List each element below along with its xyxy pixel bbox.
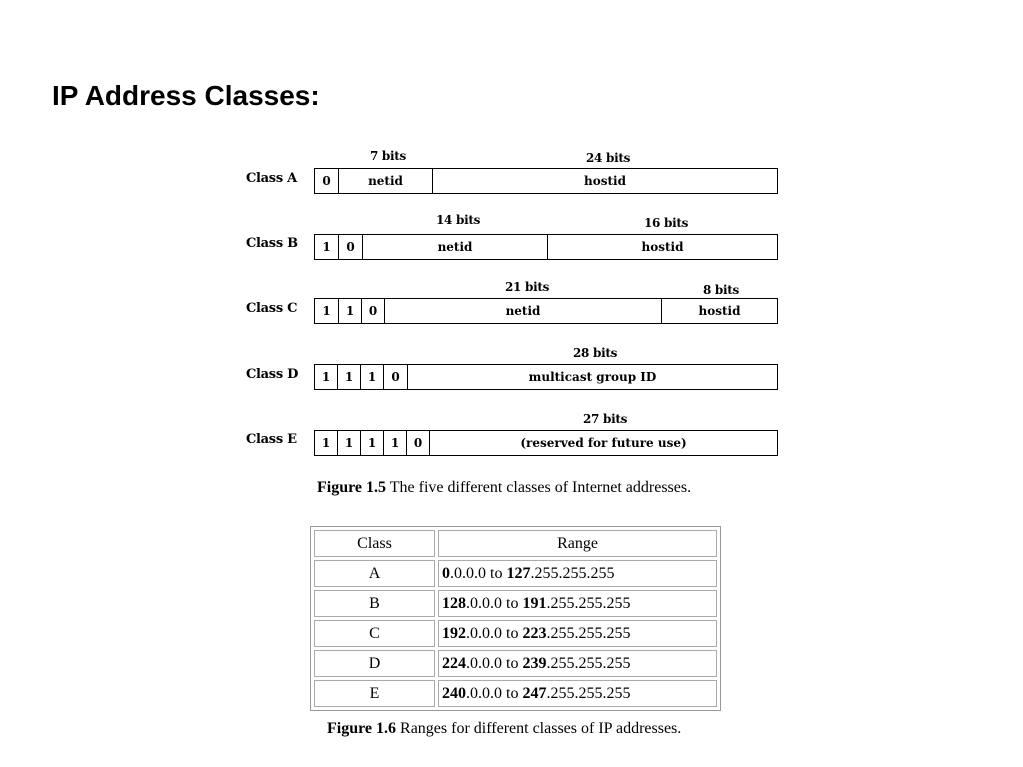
- class-cell: C: [314, 620, 435, 647]
- range-cell: 224.0.0.0 to 239.255.255.255: [438, 650, 717, 677]
- caption-label: Figure 1.5: [317, 479, 387, 496]
- caption-text: The five different classes of Internet addresses.: [389, 479, 692, 496]
- bit-cell: 1: [315, 299, 339, 323]
- table-header-row: [314, 530, 717, 557]
- figure-caption: [327, 720, 681, 738]
- table-row: [314, 650, 717, 677]
- range-cell: 0.0.0.0 to 127.255.255.255: [438, 560, 717, 587]
- bit-cell: 1: [361, 431, 384, 455]
- bit-cell: 0: [339, 235, 363, 259]
- bit-cell: 0: [362, 299, 385, 323]
- class-label: Class C: [246, 301, 298, 316]
- bit-cell: 1: [315, 365, 338, 389]
- bit-cell: 1: [315, 431, 338, 455]
- bit-cell: 0: [407, 431, 430, 455]
- class-label: Class E: [246, 432, 297, 447]
- table-row: [314, 590, 717, 617]
- bit-cell: 1: [338, 431, 361, 455]
- caption-text: Ranges for different classes of IP addresses.: [400, 720, 682, 737]
- bit-cell: 1: [338, 365, 361, 389]
- class-cell: E: [314, 680, 435, 707]
- table-row: [314, 620, 717, 647]
- address-bar: [314, 298, 778, 324]
- class-label: Class B: [246, 236, 298, 251]
- bits-label: 21 bits: [505, 280, 550, 294]
- page-title: IP Address Classes:: [52, 80, 320, 111]
- column-header: Range: [438, 530, 717, 557]
- column-header: Class: [314, 530, 435, 557]
- bit-cell: 1: [339, 299, 362, 323]
- hostid-field: hostid: [641, 240, 684, 254]
- class-label: Class D: [246, 367, 299, 382]
- range-cell: 240.0.0.0 to 247.255.255.255: [438, 680, 717, 707]
- class-cell: A: [314, 560, 435, 587]
- bit-cell: 1: [361, 365, 384, 389]
- bits-label: 16 bits: [644, 216, 689, 230]
- netid-field: netid: [363, 235, 548, 259]
- range-cell: 128.0.0.0 to 191.255.255.255: [438, 590, 717, 617]
- bit-cell: 0: [384, 365, 408, 389]
- address-bar: [314, 430, 778, 456]
- address-bar: [314, 234, 778, 260]
- table-row: [314, 680, 717, 707]
- figure-caption: [317, 479, 691, 497]
- hostid-field: hostid: [584, 174, 626, 188]
- address-bar: [314, 364, 778, 390]
- class-cell: B: [314, 590, 435, 617]
- caption-label: Figure 1.6: [327, 720, 397, 737]
- bits-label: 24 bits: [586, 151, 631, 165]
- bit-cell: 1: [315, 235, 339, 259]
- bits-label: 14 bits: [436, 213, 481, 227]
- ranges-table: [310, 526, 721, 711]
- address-bar: [314, 168, 778, 194]
- table-row: [314, 560, 717, 587]
- bits-label: 27 bits: [583, 412, 628, 426]
- hostid-field: hostid: [698, 304, 741, 318]
- multicast-field: multicast group ID: [528, 370, 657, 384]
- range-cell: 192.0.0.0 to 223.255.255.255: [438, 620, 717, 647]
- class-label: Class A: [246, 171, 297, 186]
- bit-cell: 1: [384, 431, 407, 455]
- netid-field: netid: [385, 299, 662, 323]
- netid-field: netid: [339, 169, 433, 193]
- reserved-field: (reserved for future use): [520, 436, 687, 450]
- bit-cell: 0: [315, 169, 339, 193]
- class-cell: D: [314, 650, 435, 677]
- bits-label: 7 bits: [370, 149, 406, 163]
- bits-label: 8 bits: [703, 283, 739, 297]
- bits-label: 28 bits: [573, 346, 618, 360]
